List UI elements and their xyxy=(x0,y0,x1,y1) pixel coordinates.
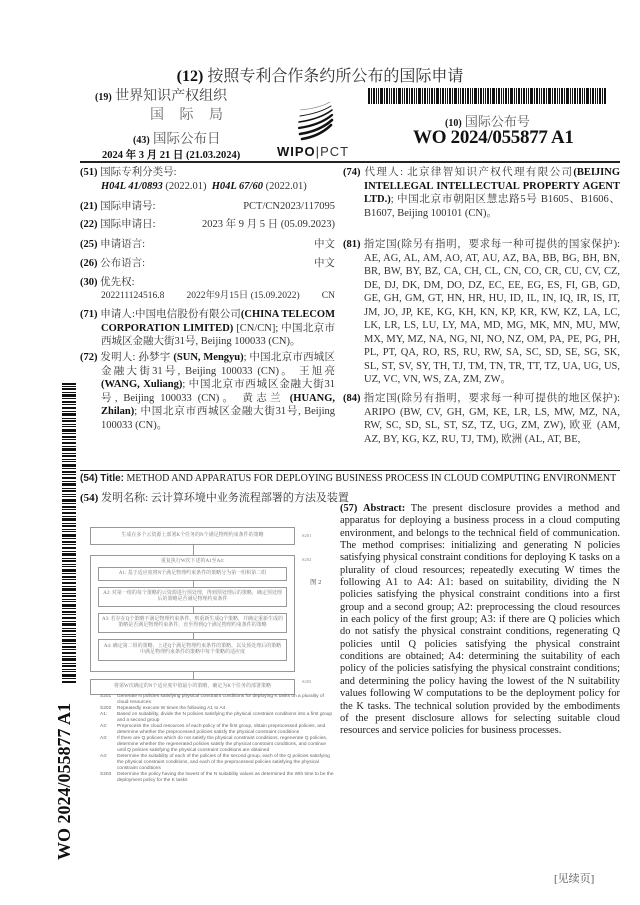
title-english: (54) Title: METHOD AND APPARATUS FOR DEPLOYING BUSINESS PROCESS IN CLOUD COMPUTING ENVIRONMENT xyxy=(80,473,617,484)
field-26-publication-language: (26) 公布语言: 中文 xyxy=(80,258,335,269)
wipo-pct-wordmark: WIPO|PCT xyxy=(277,144,350,159)
publication-date-label: (43) 国际公布日 xyxy=(133,131,221,146)
step-a3: A3: 若存在Q个策略不满足物理约束条件，则重新生成Q个策略，并确定重新生成的策略是否满足物理约束条件，直至得到Q个满足物理约束条件的策略 xyxy=(98,613,287,633)
field-74-agent: (74) 代理人: 北京律智知识产权代理有限公司(BEIJING INTELLEGAL INTELLECTUAL PROPERTY AGENT LTD.); 中国北京市朝阳区慧忠路5号 B1605、B1606、B1607, Beijing 100101 (CN)。 xyxy=(343,167,621,219)
ref-s203: S203 xyxy=(302,679,312,684)
step-s201: 生成在多个云资源上部署K个任务的N个满足物理约束条件的策略 xyxy=(90,527,295,545)
barcode-icon xyxy=(368,88,606,104)
step-a2: A2: 对第一组的每个策略的云资源进行预处理，得到预处理后的策略，确定预处理后的策略是否满足物理约束条件 xyxy=(98,587,287,607)
side-publication-number: WO 2024/055877 A1 xyxy=(54,702,74,860)
flowchart-figure xyxy=(90,527,330,692)
ref-s202: S202 xyxy=(302,557,312,562)
field-81-designated-states: (81) 指定国(除另有指明，要求每一种可提供的国家保护): AE, AG, AL, AM, AO, AT, AU, AZ, BA, BB, BG, BH, BN, BR, BW, BY, BZ, CA, CH, CL, CN, CO, CR, CU, CV, CZ, DE, DJ, DK, DM, DO, DZ, EC, EE, EG, ES, FI, GB, GD, GE, GH, GM, GT, HN, HR, HU, ID, IL, IN, IQ, IR, IS, IT, JM, JO, JP, KE, KG, KH, KN, KP, KR, KW, KZ, LA, LC, LK, LR, LS, LU, LY, MA, MD, MG, MK, MN, MU, MW, MX, MY, MZ, NA, NG, NI, NO, NZ, OM, PA, PE, PG, PH, PL, PT, QA, RO, RS, RU, RW, SA, SC, SD, SE, SG, SK, SL, ST, SV, SY, TH, TJ, TM, TN, TR, TT, TZ, UA, UG, US, UZ, VC, VN, WS, ZA, ZM, ZW。 xyxy=(343,239,620,385)
field-84-regional-states: (84) 指定国(除另有指明，要求每一种可提供的地区保护): ARIPO (BW, CV, GH, GM, KE, LR, LS, MW, MZ, NA, RW, SC, SD, SL, ST, SZ, TZ, UG, ZM, ZW), 欧亚 (AM, AZ, BY, KG, KZ, RU, TJ, TM), 欧洲 (AL, AT, BE, xyxy=(343,393,620,445)
ref-s201: S201 xyxy=(302,533,312,538)
step-a1: A1: 基于适应度将N个满足物理约束条件的策略分为第一组和第二组 xyxy=(98,567,287,581)
publication-date: 2024 年 3 月 21 日 (21.03.2024) xyxy=(102,150,241,161)
publication-number: WO 2024/055877 A1 xyxy=(413,127,574,148)
organization-name: (19) 世界知识产权组织 xyxy=(95,89,228,104)
step-a4: A4: 确定第二组的策略、上述Q个满足物理约束条件的策略，以及预处理后的策略中满足物理约束条件的策略中每个策略的适应度 xyxy=(98,639,287,661)
field-25-filing-language: (25) 申请语言: 中文 xyxy=(80,239,335,250)
inventor-3: 黄志兰 (HUANG, Zhilan); 中国北京市西城区金融大街31号, Beijing 100033 (CN)。 xyxy=(101,392,336,431)
header-divider xyxy=(80,161,620,163)
abstract: (57) Abstract: The present disclosure provides a method and apparatus for deploying a business process in a cloud computing environment, and belongs to the technical field of communication. The method comprises: initializing and generating N policies satisfying physical constraint conditions for deploying K tasks on a plurality of cloud resources; repeatedly executing W times the following A1 to A4: A1: based on suitability, dividing the N policies satisfying the physical constraint conditions into a first group and a second group; A2: preprocessing the cloud resources in each policy of the first group; A3: if there are Q policies which do not satisfy the physical constraint conditions, regenerating Q policies until Q policies satisfying the physical constraint conditions are obtained; A4: determining the suitability of each policy of the policies satisfying the physical constraint conditions; and determining the policy having the lowest of the N suitability values following W computations to be the deployment policy for the K tasks. The technical solution provided by the embodiments of the present disclosure allows for selecting suitable cloud resources and service policies for business processes. xyxy=(340,503,620,737)
side-barcode-icon xyxy=(62,383,76,683)
loop-s202: 重复执行W次下述的A1至A4: xyxy=(90,555,295,672)
field-21-application-number: (21) 国际申请号: PCT/CN2023/117095 xyxy=(80,201,335,212)
figure-legend: S201 Generate N policies satisfying physical constraint conditions for deploying K tasks on a plurality of cloud resources S202 Repeatedly execute W times the following A1 to A4 A1: Based on suitability, divide the N policies satisfying the physical constraint conditions into a first group and a second group A2: Preprocess the cloud resources of each policy of the first group, obtain preprocessed policies, and determine whether the preprocessed policies satisfy the physical constraint conditions A3: If there are Q policies which do not satisfy the physical constraint conditions, regenerate Q policies, determine whether the regenerated policies satisfy the physical constraint conditions, and continue until Q policies satisfying the physical constraint conditions are obtained A4: Determine the suitability of each of the policies of the second group, each of the Q policies satisfying the physical constraint conditions, and each of the preprocessed policies satisfying the physical constraint conditions S203 Determine the policy having the lowest of the N suitability values as determined the Wth time to be the deployment policy for the K tasks xyxy=(100,694,334,783)
publication-type: (12) 按照专利合作条约所公布的国际申请 xyxy=(176,68,464,85)
title-chinese: (54) 发明名称: 云计算环境中业务流程部署的方法及装置 xyxy=(80,492,349,504)
publication-number-label: (10) 国际公布号 xyxy=(445,114,530,129)
field-30-priority: (30) 优先权: 202211124516.8 2022年9月15日 (15.09.2022) CN xyxy=(80,277,335,301)
inventor-1: 孙梦宇 (SUN, Mengyu); 中国北京市西城区金融大街31号, Beijing 100033 (CN)。 xyxy=(101,352,336,377)
inventor-2: 王旭亮 (WANG, Xuliang); 中国北京市西城区金融大街31号, Beijing 100033 (CN)。 xyxy=(101,365,336,404)
title-divider xyxy=(80,470,620,471)
organization-bureau: 国 际 局 xyxy=(150,108,229,123)
step-s203: 将第W次确定的N个适应度中值最小的策略，确定为K个任务的部署策略 xyxy=(90,679,295,695)
field-51-ipc: (51) 国际专利分类号: H04L 41/0893 (2022.01) H04L 67/60 (2022.01) xyxy=(80,167,307,192)
figure-label: 图 2 xyxy=(310,579,322,586)
field-71-applicant: (71) 申请人:中国电信股份有限公司(CHINA TELECOM CORPORATION LIMITED) [CN/CN]; 中国北京市西城区金融大街31号, Beijing 100033 (CN)。 xyxy=(80,309,336,347)
field-22-filing-date: (22) 国际申请日: 2023 年 9 月 5 日 (05.09.2023) xyxy=(80,219,335,230)
field-72-inventors: (72) 发明人: 孙梦宇 (SUN, Mengyu); 中国北京市西城区金融大街31号, Beijing 100033 (CN)。 王旭亮 (WANG, Xuliang); 中国北京市西城区金融大街31号, Beijing 100033 (CN)。 黄志兰 (HUANG, Zhilan); 中国北京市西城区金融大街31号, Beijing 100033 (CN)。 xyxy=(80,352,336,431)
continued-notice: [见续页] xyxy=(554,873,595,885)
